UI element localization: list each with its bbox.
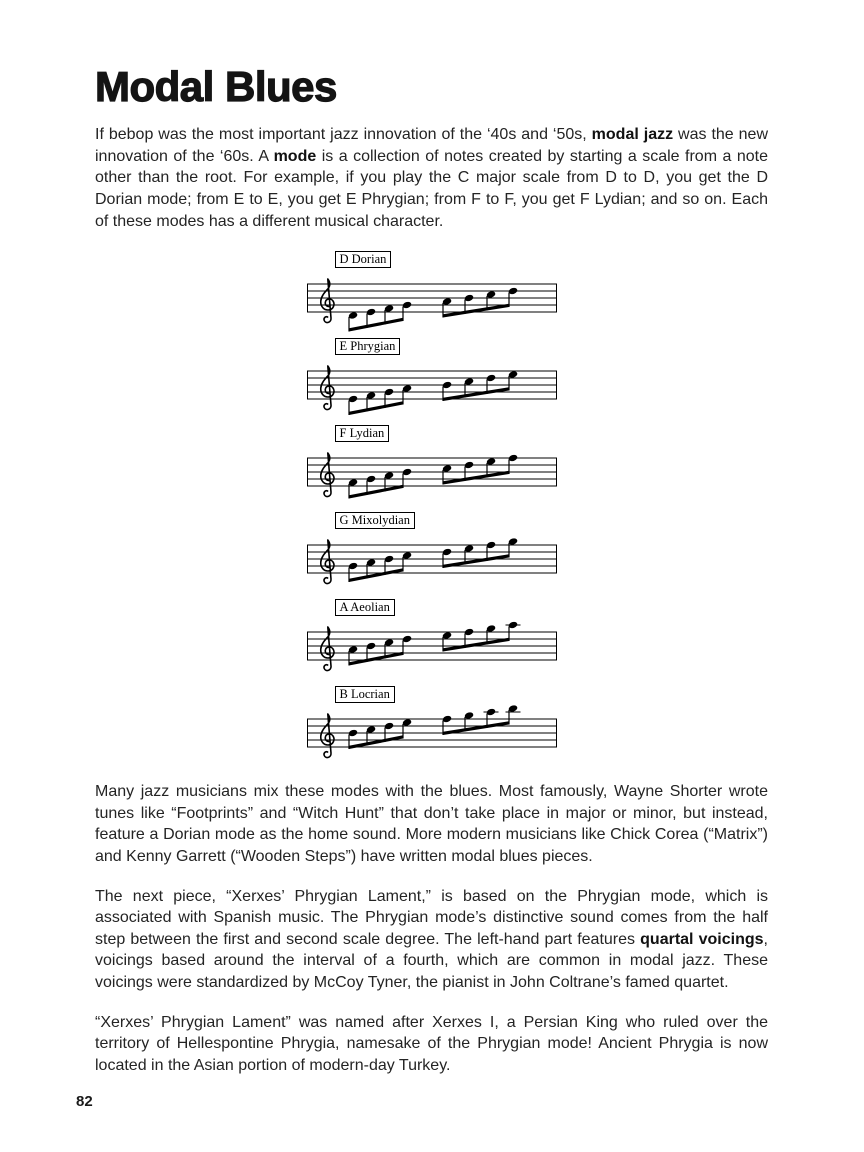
staff-svg	[307, 357, 557, 423]
paragraph	[95, 124, 768, 232]
bold-text: quartal voicings	[640, 930, 764, 948]
mode-label: D Dorian	[335, 251, 392, 268]
beam	[349, 485, 403, 499]
beam	[443, 471, 509, 485]
body-paragraphs	[95, 781, 768, 1076]
beam	[349, 318, 403, 332]
text: Many jazz musicians mix these modes with the blues. Most famously, Wayne Shorter wrote tunes like “Footprints” and “Witch Hunt” that don’t take place in major or minor, but instead, feature a Dorian mode as the home sound. More modern musicians like Chick Corea (“Matrix”) and Kenny Garrett (“Wooden Steps”) have written modal blues pieces.	[95, 783, 768, 865]
text: was the new innovation of the ‘60s. A	[95, 126, 769, 165]
text: , voicings based around the interval of a fourth, which are common in modal jazz. These voicings were standardized by McCoy Tyner, the pianist in John Coltrane’s famed quartet.	[95, 930, 768, 991]
beam	[443, 304, 509, 318]
page-number: 82	[76, 1093, 93, 1110]
paragraph	[95, 1012, 768, 1077]
staff-a-aeolian	[307, 598, 557, 684]
text: If bebop was the most important jazz innovation of the ‘40s and ‘50s,	[95, 126, 592, 144]
text: “Xerxes’ Phrygian Lament” was named after Xerxes I, a Persian King who ruled over the territory of Hellespontine Phrygia, namesake of the Phrygian mode! Ancient Phrygia is now located in the Asian portion of modern-day Turkey.	[95, 1013, 768, 1074]
treble-clef-icon	[320, 453, 333, 497]
staves	[307, 250, 557, 771]
mode-label: G Mixolydian	[335, 512, 415, 529]
mode-label: F Lydian	[335, 425, 390, 442]
treble-clef-icon	[320, 366, 333, 410]
staff-f-lydian	[307, 424, 557, 510]
staff-svg	[307, 531, 557, 597]
staff-svg	[307, 618, 557, 684]
treble-clef-icon	[320, 627, 333, 671]
paragraph	[95, 781, 768, 867]
beam	[349, 652, 403, 666]
page-title: Modal Blues	[95, 63, 337, 110]
beam	[349, 568, 403, 582]
treble-clef-icon	[320, 279, 333, 323]
intro-paragraphs	[95, 124, 768, 232]
mode-label: B Locrian	[335, 686, 395, 703]
text: is a collection of notes created by starting a scale from a note other than the root. For example, if you play the C major scale from D to D, you get the D Dorian mode; from E to E, you get E Phrygian; from F to F, you get F Lydian; and so on. Each of these modes has a different musical character.	[95, 147, 768, 230]
bold-text: mode	[273, 147, 317, 165]
beam	[349, 401, 403, 415]
mode-label: E Phrygian	[335, 338, 401, 355]
mode-label: A Aeolian	[335, 599, 395, 616]
beam	[443, 638, 509, 652]
staff-d-dorian	[307, 250, 557, 336]
treble-clef-icon	[320, 714, 333, 758]
staff-e-phrygian	[307, 337, 557, 423]
staff-svg	[307, 444, 557, 510]
staff-g-mixolydian	[307, 511, 557, 597]
staff-svg	[307, 705, 557, 771]
staff-b-locrian	[307, 685, 557, 771]
bold-text: modal jazz	[591, 126, 674, 144]
staff-svg	[307, 270, 557, 336]
text: The next piece, “Xerxes’ Phrygian Lament,” is based on the Phrygian mode, which is associated with Spanish music. The Phrygian mode’s distinctive sound comes from the half step between the first and second scale degree. The left-hand part features	[95, 887, 768, 948]
paragraph	[95, 886, 768, 994]
treble-clef-icon	[320, 540, 333, 584]
